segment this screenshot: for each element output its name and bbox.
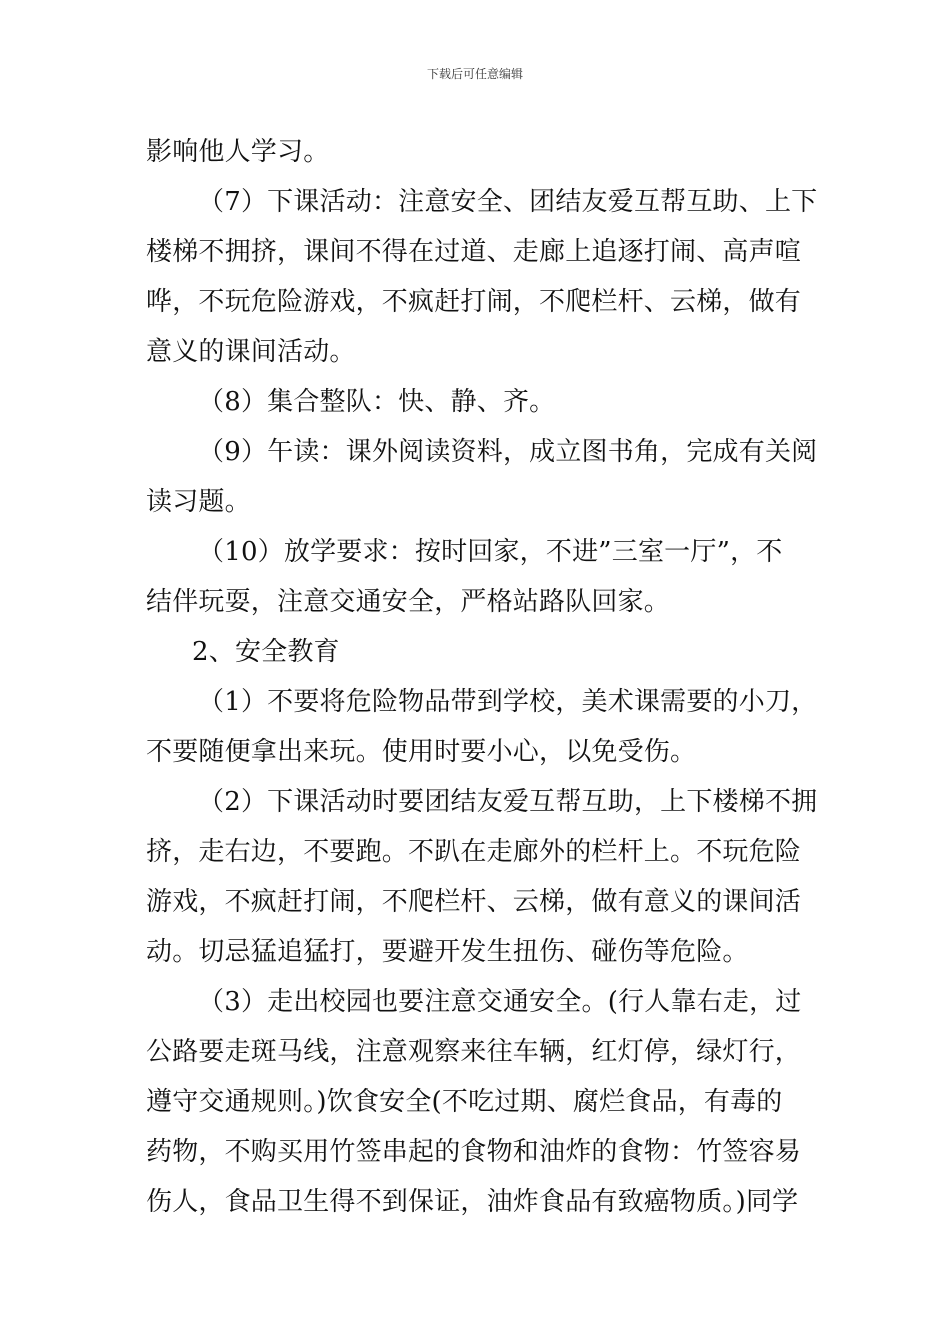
- text-line: 药物，不购买用竹签串起的食物和油炸的食物：竹签容易: [146, 1137, 802, 1167]
- text-line: 意义的课间活动。: [146, 337, 356, 367]
- text-line: 挤，走右边，不要跑。不趴在走廊外的栏杆上。不玩危险: [146, 837, 802, 867]
- text-line: 游戏，不疯赶打闹，不爬栏杆、云梯，做有意义的课间活: [146, 887, 802, 917]
- text-line: 不要随便拿出来玩。使用时要小心，以免受伤。: [146, 737, 697, 767]
- document-body: [146, 127, 818, 1227]
- text-line: （1）不要将危险物品带到学校，美术课需要的小刀，: [198, 687, 818, 717]
- text-line: 伤人，食品卫生得不到保证，油炸食品有致癌物质。)同学: [146, 1187, 799, 1217]
- section-heading: 2、安全教育: [192, 637, 340, 667]
- text-line: （9）午读：课外阅读资料，成立图书角，完成有关阅: [198, 437, 818, 467]
- text-line: （7）下课活动：注意安全、团结友爱互帮互助、上下: [198, 187, 818, 217]
- text-line: 遵守交通规则。)饮食安全(不吃过期、腐烂食品，有毒的: [146, 1087, 783, 1117]
- text-line: 公路要走斑马线，注意观察来往车辆，红灯停，绿灯行，: [146, 1037, 802, 1067]
- text-line: （2）下课活动时要团结友爱互帮互助，上下楼梯不拥: [198, 787, 818, 817]
- text-line: 结伴玩耍，注意交通安全，严格站路队回家。: [146, 587, 671, 617]
- text-line: （3）走出校园也要注意交通安全。(行人靠右走，过: [198, 987, 802, 1017]
- text-line: 楼梯不拥挤，课间不得在过道、走廊上追逐打闹、高声喧: [146, 237, 802, 267]
- text-line: 动。切忌猛追猛打，要避开发生扭伤、碰伤等危险。: [146, 937, 749, 967]
- page-header-note: 下载后可任意编辑: [426, 67, 523, 81]
- text-line: 哗，不玩危险游戏，不疯赶打闹，不爬栏杆、云梯，做有: [146, 287, 802, 317]
- text-line: 影响他人学习。: [146, 137, 330, 167]
- text-line: 读习题。: [146, 487, 251, 517]
- text-line: （10）放学要求：按时回家，不进”三室一厅”，不: [198, 537, 783, 567]
- text-line: （8）集合整队：快、静、齐。: [198, 387, 556, 417]
